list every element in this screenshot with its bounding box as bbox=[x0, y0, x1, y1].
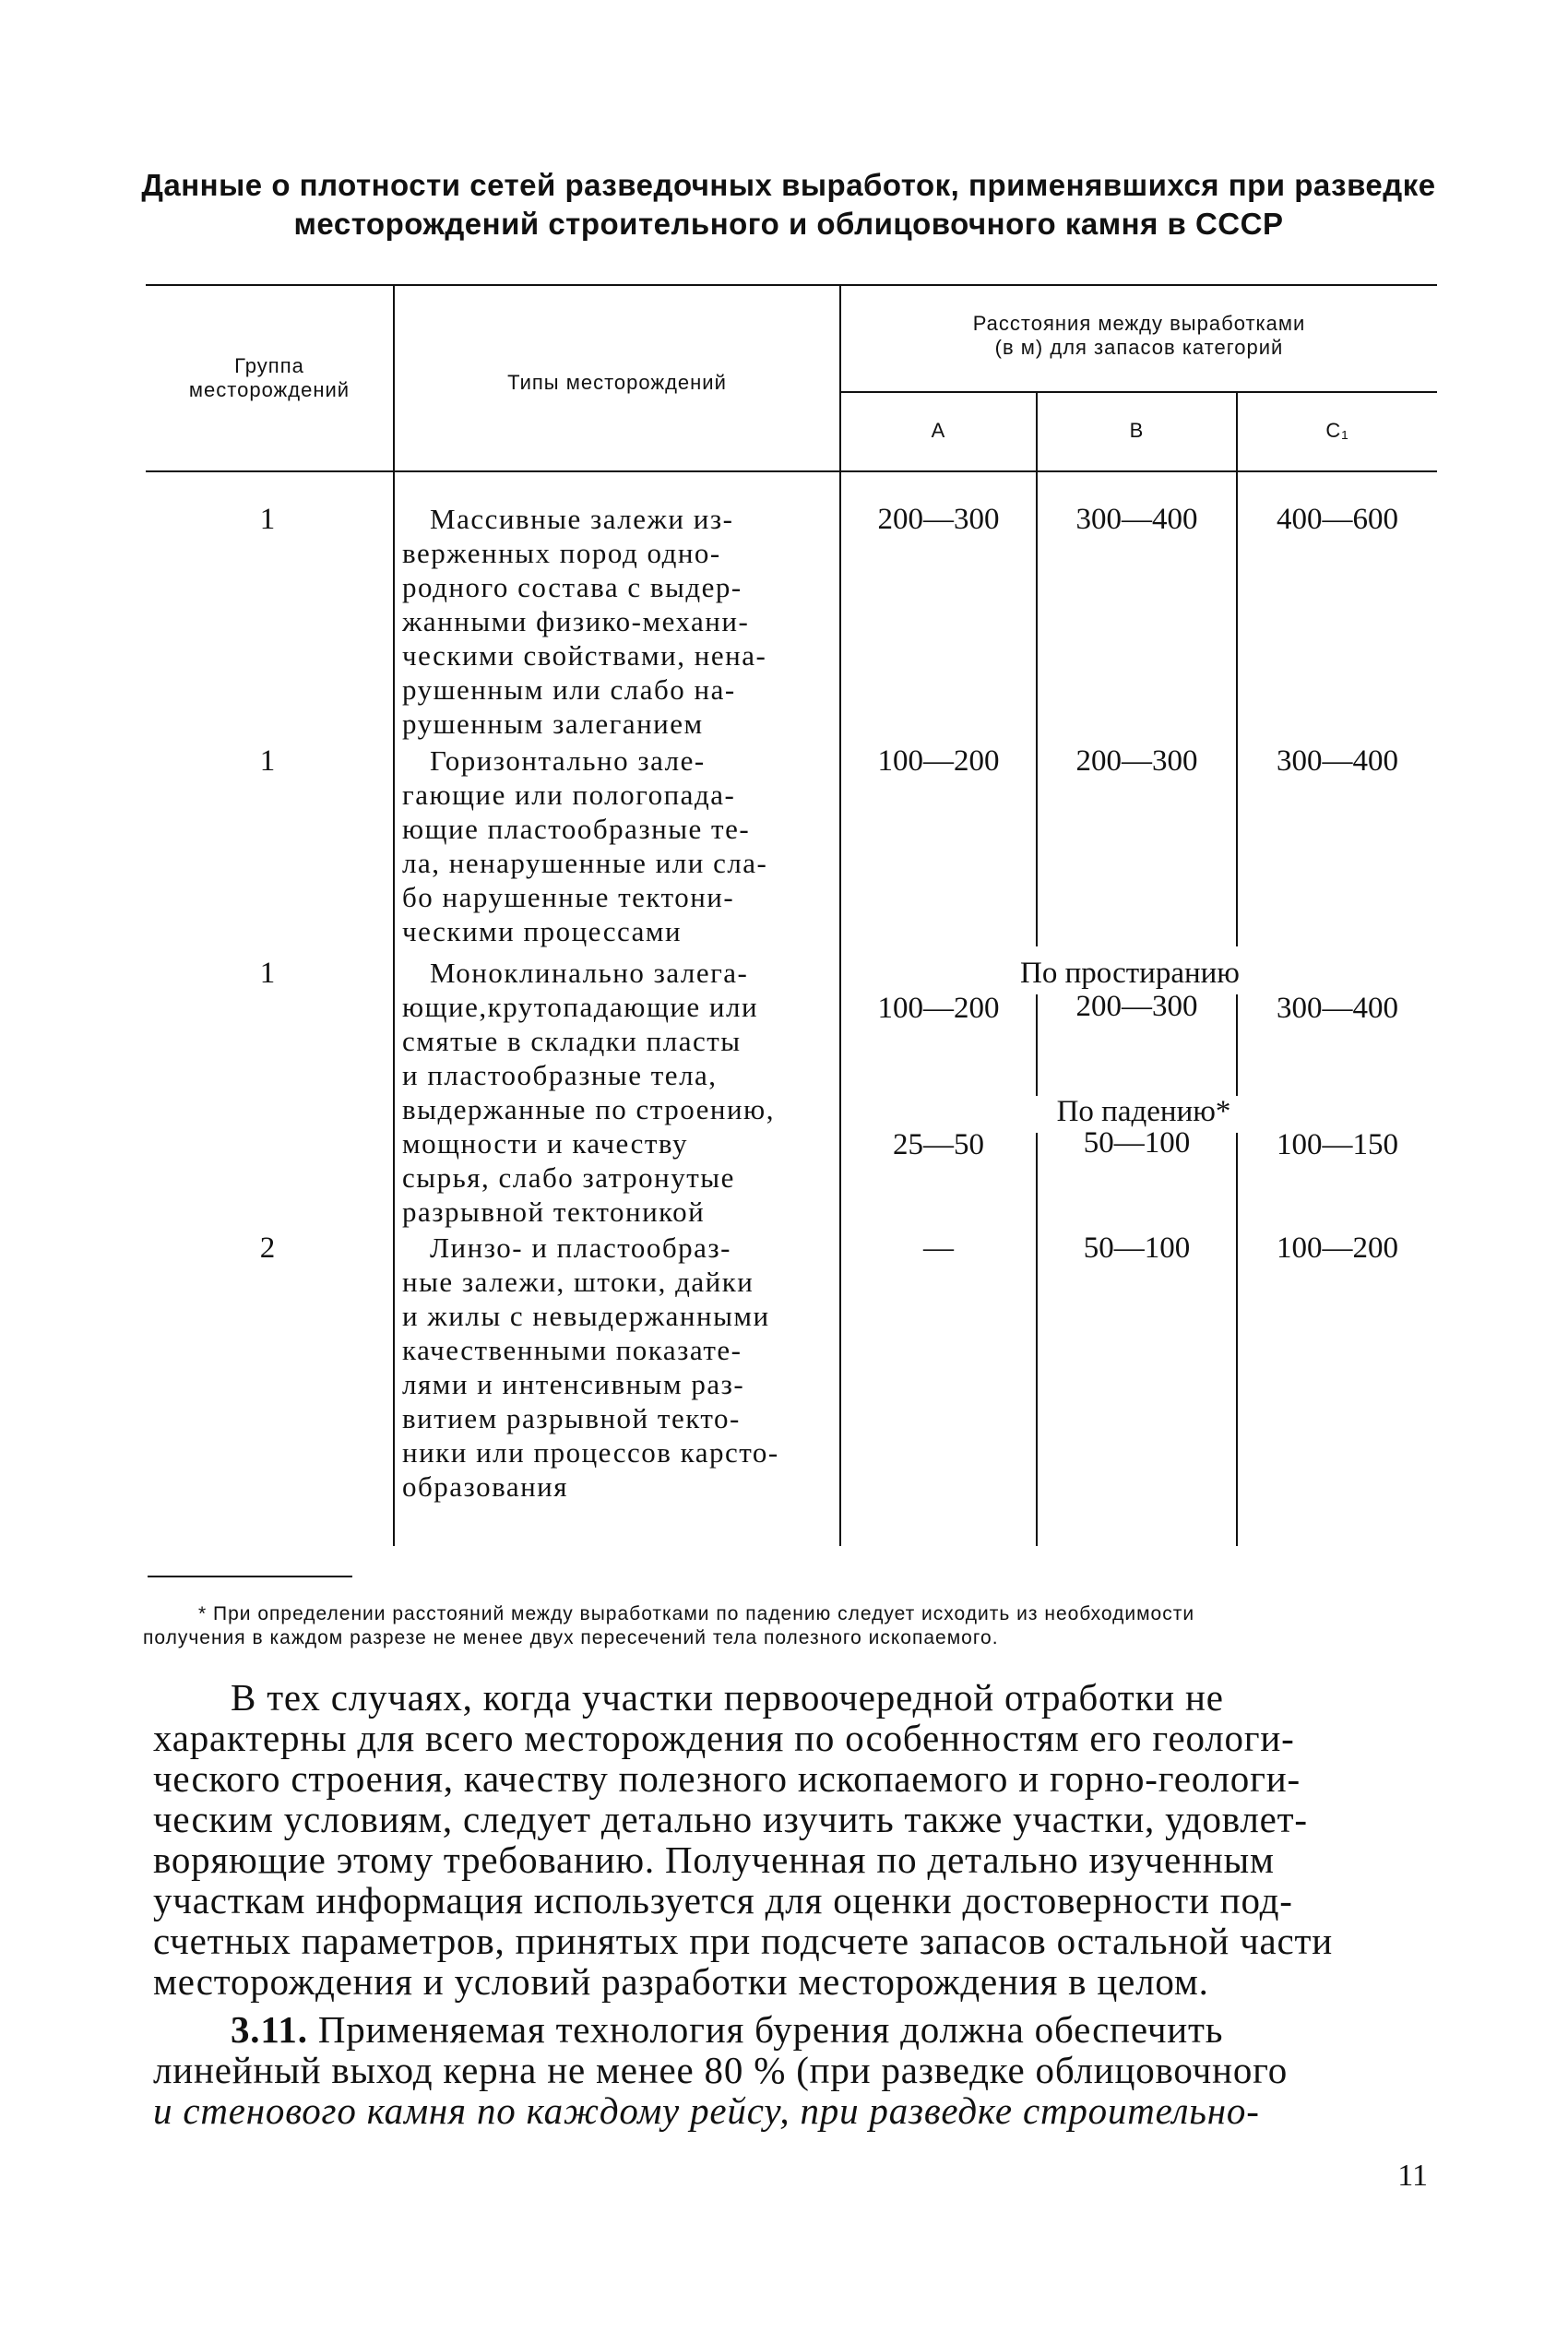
row-4-description bbox=[402, 1231, 826, 1504]
column-divider-types bbox=[839, 284, 841, 1546]
row-4-value-c1: 100—200 bbox=[1277, 1231, 1398, 1265]
row-3-desc-line: ющие,крутопадающие или bbox=[402, 991, 759, 1023]
row-2-desc-line: бо нарушенные тектони- bbox=[402, 881, 735, 913]
header-types: Типы месторождений bbox=[507, 371, 727, 394]
row-3-dip-value-c1: 100—150 bbox=[1277, 1128, 1398, 1161]
row-2-desc-line: ла, ненарушенные или сла- bbox=[402, 847, 768, 879]
row-3-dip-value-a: 25—50 bbox=[893, 1128, 984, 1161]
row-4-desc-line: образования bbox=[402, 1470, 569, 1503]
row-2-group: 1 bbox=[259, 744, 276, 778]
row-1-value-a: 200—300 bbox=[877, 503, 1000, 536]
row-1-desc-line: жанными физико-механи- bbox=[402, 605, 750, 637]
header-distances-line-2: (в м) для запасов категорий bbox=[994, 336, 1284, 359]
row-2-desc-line: Горизонтально зале- bbox=[430, 744, 706, 777]
row-1-desc-line: Массивные залежи из- bbox=[430, 503, 734, 535]
paragraph-line: счетных параметров, принятых при подсчете запасов остальной части bbox=[153, 1920, 1333, 1962]
row-2-value-a: 100—200 bbox=[877, 744, 1000, 778]
row-1-value-c1: 400—600 bbox=[1277, 503, 1398, 536]
row-3-desc-line: Моноклинально залега- bbox=[430, 957, 749, 989]
row-1-desc-line: рушенным залеганием bbox=[402, 708, 704, 740]
row-3-desc-line: разрывной тектоникой bbox=[402, 1196, 706, 1228]
row-4-desc-line: качественными показате- bbox=[402, 1334, 742, 1366]
paragraph-line: ческого строения, качеству полезного ископаемого и горно-геологи- bbox=[153, 1757, 1301, 1800]
paragraph-line: линейный выход керна не менее 80 % (при разведке облицовочного bbox=[153, 2049, 1289, 2091]
row-4-value-a: — bbox=[923, 1231, 954, 1265]
title-line-2: месторождений строительного и облицовочного камня в СССР bbox=[293, 207, 1284, 241]
header-sub-rule bbox=[839, 391, 1437, 393]
row-3-dip-label: По падению* bbox=[1056, 1095, 1231, 1128]
footnote-line-1: * При определении расстояний между выработками по падению следует исходить из необходимости bbox=[198, 1603, 1195, 1624]
row-1-description bbox=[402, 502, 826, 741]
row-1-desc-line: ческими свойствами, нена- bbox=[402, 639, 767, 672]
column-divider-b-c1-dip bbox=[1236, 1133, 1238, 1546]
paragraph-line: участкам информация используется для оценки достоверности под- bbox=[153, 1879, 1293, 1922]
row-4-value-b: 50—100 bbox=[1083, 1231, 1191, 1265]
row-3-strike-label: По простиранию bbox=[1020, 957, 1240, 990]
header-group bbox=[148, 354, 391, 402]
table-title bbox=[138, 166, 1439, 244]
row-3-desc-line: мощности и качеству bbox=[402, 1127, 688, 1160]
column-divider-a-b-dip bbox=[1036, 1133, 1038, 1546]
table-top-rule bbox=[146, 284, 1437, 286]
row-2-value-b: 200—300 bbox=[1075, 744, 1198, 778]
paragraph-line: В тех случаях, когда участки первоочередной отработки не bbox=[231, 1676, 1224, 1719]
row-1-desc-line: верженных пород одно- bbox=[402, 537, 721, 569]
paragraph-line: месторождения и условий разработки месторождения в целом. bbox=[153, 1960, 1209, 2003]
column-divider-group bbox=[393, 284, 395, 1546]
column-divider-b-c1 bbox=[1236, 391, 1238, 946]
row-3-desc-line: и пластообразные тела, bbox=[402, 1059, 718, 1091]
row-4-desc-line: витием разрывной текто- bbox=[402, 1402, 741, 1434]
row-4-desc-line: ные залежи, штоки, дайки bbox=[402, 1266, 754, 1298]
row-2-desc-line: ческими процессами bbox=[402, 915, 683, 947]
paragraph-line: воряющие этому требованию. Полученная по детально изученным bbox=[153, 1838, 1275, 1881]
row-4-desc-line: лями и интенсивным раз- bbox=[402, 1368, 745, 1400]
section-3-11 bbox=[153, 2009, 1431, 2131]
row-1-value-b: 300—400 bbox=[1075, 503, 1198, 536]
paragraph-line: ческим условиям, следует детально изучить также участки, удовлет- bbox=[153, 1798, 1308, 1840]
header-group-line-1: Группа bbox=[234, 354, 304, 377]
row-4-desc-line: ники или процессов карсто- bbox=[402, 1436, 779, 1469]
header-distances-line-1: Расстояния между выработками bbox=[972, 312, 1306, 335]
row-1-desc-line: родного состава с выдер- bbox=[402, 571, 742, 603]
row-3-desc-line: выдержанные по строению, bbox=[402, 1093, 775, 1125]
row-3-dip-value-b: 50—100 bbox=[1083, 1126, 1191, 1160]
row-4-desc-line: и жилы с невыдержанными bbox=[402, 1300, 770, 1332]
body-paragraph bbox=[153, 1677, 1431, 2002]
page-number: 11 bbox=[1397, 2159, 1428, 2193]
footnote-separator bbox=[148, 1576, 352, 1577]
footnote bbox=[143, 1602, 1434, 1650]
row-1-group: 1 bbox=[259, 503, 276, 536]
row-3-strike-value-a: 100—200 bbox=[877, 992, 1000, 1025]
row-1-desc-line: рушенным или слабо на- bbox=[402, 673, 736, 706]
row-3-description bbox=[402, 956, 826, 1229]
row-2-desc-line: ющие пластообразные те- bbox=[402, 813, 751, 845]
header-distances bbox=[841, 312, 1437, 360]
row-3-group: 1 bbox=[259, 957, 276, 990]
section-number: 3.11. bbox=[231, 2008, 308, 2051]
row-3-desc-line: смятые в складки пласты bbox=[402, 1025, 742, 1057]
header-category-c1: С₁ bbox=[1325, 419, 1349, 442]
row-4-group: 2 bbox=[259, 1231, 276, 1265]
row-3-strike-value-b: 200—300 bbox=[1075, 990, 1198, 1023]
row-2-desc-line: гающие или пологопада- bbox=[402, 779, 736, 811]
footnote-line-2: получения в каждом разрезе не менее двух пересечений тела полезного ископаемого. bbox=[143, 1627, 999, 1648]
paragraph-line: Применяемая технология бурения должна обеспечить bbox=[317, 2008, 1224, 2051]
column-divider-a-b bbox=[1036, 391, 1038, 946]
paragraph-line: характерны для всего месторождения по особенностям его геологи- bbox=[153, 1717, 1295, 1759]
row-3-desc-line: сырья, слабо затронутые bbox=[402, 1161, 735, 1194]
header-category-a: А bbox=[931, 419, 946, 442]
paragraph-line: и стенового камня по каждому рейсу, при разведке строительно- bbox=[153, 2089, 1260, 2132]
row-4-desc-line: Линзо- и пластообраз- bbox=[430, 1231, 731, 1264]
header-group-line-2: месторождений bbox=[188, 378, 350, 401]
row-2-description bbox=[402, 744, 826, 948]
header-bottom-rule bbox=[146, 470, 1437, 472]
row-2-value-c1: 300—400 bbox=[1277, 744, 1398, 778]
section-first-line bbox=[153, 2009, 1431, 2050]
title-line-1: Данные о плотности сетей разведочных выработок, применявшихся при разведке bbox=[141, 168, 1436, 202]
header-category-b: В bbox=[1129, 419, 1145, 442]
row-3-strike-value-c1: 300—400 bbox=[1277, 992, 1398, 1025]
